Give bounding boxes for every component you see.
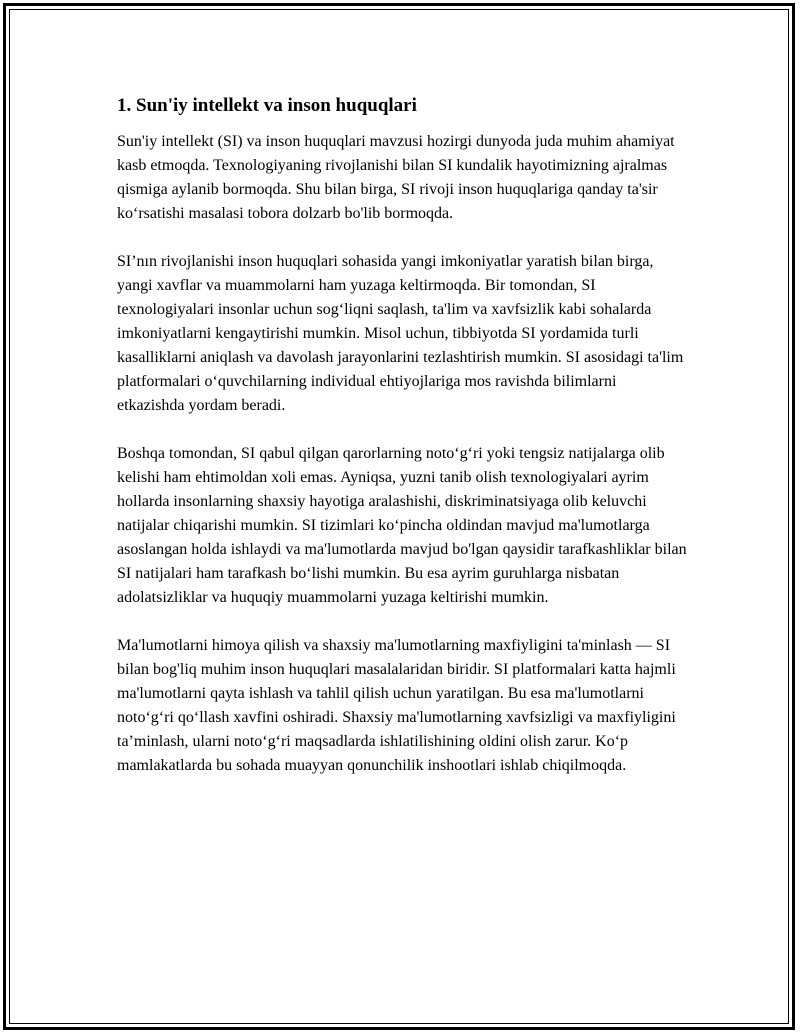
document-body — [117, 94, 687, 802]
section-heading: 1. Sun'iy intellekt va inson huquqlari — [117, 95, 417, 116]
paragraph-risks: Boshqa tomondan, SI qabul qilgan qarorlarning notoʻgʻri yoki tengsiz natijalarga olib kelishi ham ehtimoldan xoli emas. Ayniqsa, yuzni tanib olish texnologiyalari ayrim hollarda insonlarning shaxsiy hayotiga aralashishi, diskriminatsiyaga olib keluvchi natijalar chiqarishi mumkin. SI tizimlari koʻpincha oldindan mavjud ma'lumotlarga asoslangan holda ishlaydi va ma'lumotlarda mavjud bo'lgan qaysidir tarafkashliklar bilan SI natijalari ham tarafkash boʻlishi mumkin. Bu esa ayrim guruhlarga nisbatan adolatsizliklar va huquqiy muammolarni yuzaga keltirishi mumkin. — [117, 445, 687, 606]
paragraph-intro: Sun'iy intellekt (SI) va inson huquqlari mavzusi hozirgi dunyoda juda muhim ahamiyat kasb etmoqda. Texnologiyaning rivojlanishi bilan SI kundalik hayotimizning ajralmas qismiga aylanib bormoqda. Shu bilan birga, SI rivoji inson huquqlariga qanday ta'sir koʻrsatishi masalasi tobora dolzarb bo'lib bormoqda. — [117, 133, 675, 222]
paragraph-data-protection: Ma'lumotlarni himoya qilish va shaxsiy ma'lumotlarning maxfiyligini ta'minlash — SI bilan bog'liq muhim inson huquqlari masalalaridan biridir. SI platformalari katta hajmli ma'lumotlarni qayta ishlash va tahlil qilish uchun yaratilgan. Bu esa ma'lumotlarni notoʻgʻri qoʻllash xavfini oshiradi. Shaxsiy ma'lumotlarning xavfsizligi va maxfiyligini ta’minlash, ularni notoʻgʻri maqsadlarda ishlatilishining oldini olish zarur. Koʻp mamlakatlarda bu sohada muayyan qonunchilik inshootlari ishlab chiqilmoqda. — [117, 637, 676, 774]
paragraph-opportunities: SI’nın rivojlanishi inson huquqlari sohasida yangi imkoniyatlar yaratish bilan birga, yangi xavflar va muammolarni ham yuzaga keltirmoqda. Bir tomondan, SI texnologiyalari insonlar uchun sogʻliqni saqlash, ta'lim va xavfsizlik kabi sohalarda imkoniyatlarni kengaytirishi mumkin. Misol uchun, tibbiyotda SI yordamida turli kasalliklarni aniqlash va davolash jarayonlarini tezlashtirish mumkin. SI asosidagi ta'lim platformalari oʻquvchilarning individual ehtiyojlariga mos ravishda bilimlarni etkazishda yordam beradi. — [117, 253, 684, 414]
